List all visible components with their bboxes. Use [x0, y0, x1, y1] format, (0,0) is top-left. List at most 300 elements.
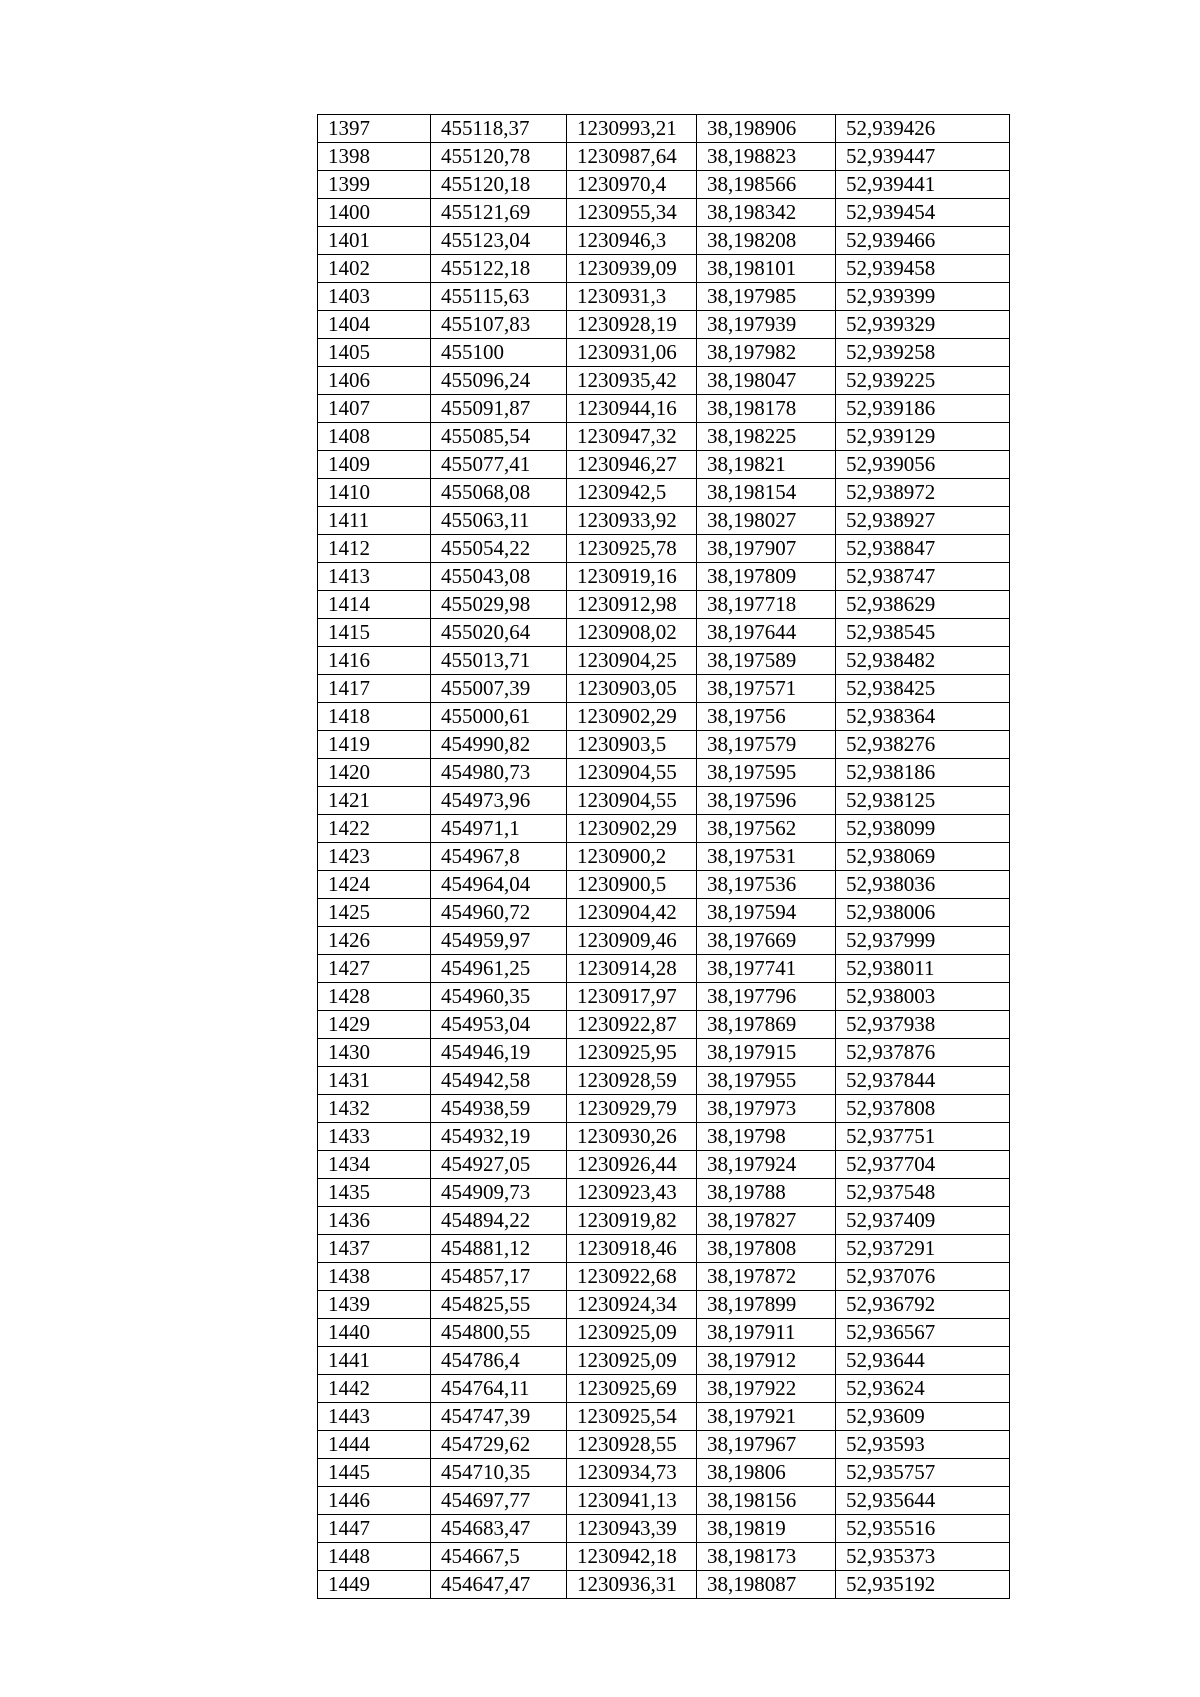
x-coordinate-cell: 454667,5	[431, 1543, 567, 1571]
point-number-cell: 1409	[318, 451, 431, 479]
longitude-cell: 38,197869	[697, 1011, 836, 1039]
table-row	[318, 535, 1010, 563]
latitude-cell: 52,938011	[836, 955, 1010, 983]
point-number-cell: 1425	[318, 899, 431, 927]
x-coordinate-cell: 455007,39	[431, 675, 567, 703]
latitude-cell: 52,93644	[836, 1347, 1010, 1375]
point-number-cell: 1420	[318, 759, 431, 787]
y-coordinate-cell: 1230922,68	[567, 1263, 697, 1291]
y-coordinate-cell: 1230955,34	[567, 199, 697, 227]
y-coordinate-cell: 1230942,18	[567, 1543, 697, 1571]
longitude-cell: 38,197796	[697, 983, 836, 1011]
point-number-cell: 1426	[318, 927, 431, 955]
x-coordinate-cell: 455107,83	[431, 311, 567, 339]
latitude-cell: 52,939426	[836, 115, 1010, 143]
point-number-cell: 1449	[318, 1571, 431, 1599]
point-number-cell: 1448	[318, 1543, 431, 1571]
point-number-cell: 1421	[318, 787, 431, 815]
point-number-cell: 1432	[318, 1095, 431, 1123]
point-number-cell: 1443	[318, 1403, 431, 1431]
x-coordinate-cell: 454747,39	[431, 1403, 567, 1431]
point-number-cell: 1440	[318, 1319, 431, 1347]
x-coordinate-cell: 454980,73	[431, 759, 567, 787]
longitude-cell: 38,197809	[697, 563, 836, 591]
latitude-cell: 52,939399	[836, 283, 1010, 311]
table-row	[318, 675, 1010, 703]
x-coordinate-cell: 454971,1	[431, 815, 567, 843]
x-coordinate-cell: 454973,96	[431, 787, 567, 815]
point-number-cell: 1411	[318, 507, 431, 535]
table-row	[318, 1459, 1010, 1487]
table-row	[318, 927, 1010, 955]
latitude-cell: 52,938747	[836, 563, 1010, 591]
y-coordinate-cell: 1230925,09	[567, 1319, 697, 1347]
table-row	[318, 815, 1010, 843]
y-coordinate-cell: 1230939,09	[567, 255, 697, 283]
y-coordinate-cell: 1230947,32	[567, 423, 697, 451]
longitude-cell: 38,197808	[697, 1235, 836, 1263]
table-row	[318, 731, 1010, 759]
table-row	[318, 1403, 1010, 1431]
table-row	[318, 1039, 1010, 1067]
latitude-cell: 52,939258	[836, 339, 1010, 367]
point-number-cell: 1430	[318, 1039, 431, 1067]
table-row	[318, 311, 1010, 339]
x-coordinate-cell: 455122,18	[431, 255, 567, 283]
point-number-cell: 1429	[318, 1011, 431, 1039]
latitude-cell: 52,935516	[836, 1515, 1010, 1543]
point-number-cell: 1404	[318, 311, 431, 339]
latitude-cell: 52,937808	[836, 1095, 1010, 1123]
latitude-cell: 52,938847	[836, 535, 1010, 563]
y-coordinate-cell: 1230993,21	[567, 115, 697, 143]
y-coordinate-cell: 1230908,02	[567, 619, 697, 647]
y-coordinate-cell: 1230931,3	[567, 283, 697, 311]
x-coordinate-cell: 454960,72	[431, 899, 567, 927]
point-number-cell: 1406	[318, 367, 431, 395]
table-row	[318, 1067, 1010, 1095]
table-row	[318, 423, 1010, 451]
x-coordinate-cell: 455121,69	[431, 199, 567, 227]
point-number-cell: 1424	[318, 871, 431, 899]
latitude-cell: 52,937844	[836, 1067, 1010, 1095]
x-coordinate-cell: 455085,54	[431, 423, 567, 451]
point-number-cell: 1398	[318, 143, 431, 171]
x-coordinate-cell: 455077,41	[431, 451, 567, 479]
y-coordinate-cell: 1230946,3	[567, 227, 697, 255]
x-coordinate-cell: 455000,61	[431, 703, 567, 731]
y-coordinate-cell: 1230919,82	[567, 1207, 697, 1235]
point-number-cell: 1442	[318, 1375, 431, 1403]
latitude-cell: 52,939454	[836, 199, 1010, 227]
y-coordinate-cell: 1230925,69	[567, 1375, 697, 1403]
point-number-cell: 1397	[318, 115, 431, 143]
longitude-cell: 38,197536	[697, 871, 836, 899]
x-coordinate-cell: 455120,78	[431, 143, 567, 171]
latitude-cell: 52,939458	[836, 255, 1010, 283]
latitude-cell: 52,937548	[836, 1179, 1010, 1207]
point-number-cell: 1399	[318, 171, 431, 199]
y-coordinate-cell: 1230936,31	[567, 1571, 697, 1599]
latitude-cell: 52,939056	[836, 451, 1010, 479]
longitude-cell: 38,197872	[697, 1263, 836, 1291]
y-coordinate-cell: 1230903,5	[567, 731, 697, 759]
x-coordinate-cell: 454710,35	[431, 1459, 567, 1487]
table-row	[318, 871, 1010, 899]
point-number-cell: 1407	[318, 395, 431, 423]
table-row	[318, 899, 1010, 927]
latitude-cell: 52,93593	[836, 1431, 1010, 1459]
latitude-cell: 52,936567	[836, 1319, 1010, 1347]
table-row	[318, 283, 1010, 311]
y-coordinate-cell: 1230928,19	[567, 311, 697, 339]
point-number-cell: 1417	[318, 675, 431, 703]
y-coordinate-cell: 1230931,06	[567, 339, 697, 367]
x-coordinate-cell: 454683,47	[431, 1515, 567, 1543]
point-number-cell: 1433	[318, 1123, 431, 1151]
y-coordinate-cell: 1230946,27	[567, 451, 697, 479]
latitude-cell: 52,938364	[836, 703, 1010, 731]
table-row	[318, 199, 1010, 227]
y-coordinate-cell: 1230922,87	[567, 1011, 697, 1039]
table-row	[318, 1431, 1010, 1459]
latitude-cell: 52,937291	[836, 1235, 1010, 1263]
latitude-cell: 52,936792	[836, 1291, 1010, 1319]
table-row	[318, 759, 1010, 787]
latitude-cell: 52,938425	[836, 675, 1010, 703]
x-coordinate-cell: 455091,87	[431, 395, 567, 423]
point-number-cell: 1403	[318, 283, 431, 311]
longitude-cell: 38,197915	[697, 1039, 836, 1067]
latitude-cell: 52,939129	[836, 423, 1010, 451]
point-number-cell: 1405	[318, 339, 431, 367]
point-number-cell: 1402	[318, 255, 431, 283]
longitude-cell: 38,198566	[697, 171, 836, 199]
x-coordinate-cell: 454786,4	[431, 1347, 567, 1375]
longitude-cell: 38,197644	[697, 619, 836, 647]
point-number-cell: 1436	[318, 1207, 431, 1235]
latitude-cell: 52,939329	[836, 311, 1010, 339]
longitude-cell: 38,198208	[697, 227, 836, 255]
longitude-cell: 38,197955	[697, 1067, 836, 1095]
longitude-cell: 38,197973	[697, 1095, 836, 1123]
x-coordinate-cell: 454825,55	[431, 1291, 567, 1319]
point-number-cell: 1441	[318, 1347, 431, 1375]
table-row	[318, 1207, 1010, 1235]
longitude-cell: 38,197907	[697, 535, 836, 563]
table-row	[318, 1571, 1010, 1599]
longitude-cell: 38,197595	[697, 759, 836, 787]
point-number-cell: 1416	[318, 647, 431, 675]
latitude-cell: 52,935373	[836, 1543, 1010, 1571]
y-coordinate-cell: 1230914,28	[567, 955, 697, 983]
x-coordinate-cell: 454946,19	[431, 1039, 567, 1067]
y-coordinate-cell: 1230928,59	[567, 1067, 697, 1095]
point-number-cell: 1419	[318, 731, 431, 759]
longitude-cell: 38,198047	[697, 367, 836, 395]
latitude-cell: 52,938125	[836, 787, 1010, 815]
coordinates-table-body	[318, 115, 1010, 1599]
y-coordinate-cell: 1230902,29	[567, 815, 697, 843]
y-coordinate-cell: 1230903,05	[567, 675, 697, 703]
point-number-cell: 1445	[318, 1459, 431, 1487]
longitude-cell: 38,197912	[697, 1347, 836, 1375]
longitude-cell: 38,197921	[697, 1403, 836, 1431]
table-row	[318, 367, 1010, 395]
point-number-cell: 1428	[318, 983, 431, 1011]
y-coordinate-cell: 1230944,16	[567, 395, 697, 423]
y-coordinate-cell: 1230933,92	[567, 507, 697, 535]
table-row	[318, 1291, 1010, 1319]
x-coordinate-cell: 454894,22	[431, 1207, 567, 1235]
table-row	[318, 1319, 1010, 1347]
y-coordinate-cell: 1230909,46	[567, 927, 697, 955]
table-row	[318, 1347, 1010, 1375]
longitude-cell: 38,198087	[697, 1571, 836, 1599]
table-row	[318, 451, 1010, 479]
latitude-cell: 52,938006	[836, 899, 1010, 927]
x-coordinate-cell: 455123,04	[431, 227, 567, 255]
x-coordinate-cell: 454959,97	[431, 927, 567, 955]
table-row	[318, 983, 1010, 1011]
x-coordinate-cell: 454960,35	[431, 983, 567, 1011]
latitude-cell: 52,935192	[836, 1571, 1010, 1599]
longitude-cell: 38,197911	[697, 1319, 836, 1347]
y-coordinate-cell: 1230904,42	[567, 899, 697, 927]
table-row	[318, 339, 1010, 367]
point-number-cell: 1413	[318, 563, 431, 591]
point-number-cell: 1412	[318, 535, 431, 563]
x-coordinate-cell: 455020,64	[431, 619, 567, 647]
y-coordinate-cell: 1230943,39	[567, 1515, 697, 1543]
point-number-cell: 1438	[318, 1263, 431, 1291]
longitude-cell: 38,198225	[697, 423, 836, 451]
table-row	[318, 1235, 1010, 1263]
x-coordinate-cell: 454942,58	[431, 1067, 567, 1095]
longitude-cell: 38,197967	[697, 1431, 836, 1459]
x-coordinate-cell: 455068,08	[431, 479, 567, 507]
latitude-cell: 52,935757	[836, 1459, 1010, 1487]
table-row	[318, 1123, 1010, 1151]
longitude-cell: 38,197939	[697, 311, 836, 339]
y-coordinate-cell: 1230917,97	[567, 983, 697, 1011]
latitude-cell: 52,937076	[836, 1263, 1010, 1291]
y-coordinate-cell: 1230925,54	[567, 1403, 697, 1431]
table-row	[318, 143, 1010, 171]
longitude-cell: 38,197899	[697, 1291, 836, 1319]
longitude-cell: 38,19806	[697, 1459, 836, 1487]
y-coordinate-cell: 1230926,44	[567, 1151, 697, 1179]
longitude-cell: 38,19756	[697, 703, 836, 731]
x-coordinate-cell: 454990,82	[431, 731, 567, 759]
point-number-cell: 1423	[318, 843, 431, 871]
longitude-cell: 38,198823	[697, 143, 836, 171]
x-coordinate-cell: 454967,8	[431, 843, 567, 871]
y-coordinate-cell: 1230904,55	[567, 787, 697, 815]
table-row	[318, 115, 1010, 143]
x-coordinate-cell: 454881,12	[431, 1235, 567, 1263]
x-coordinate-cell: 455118,37	[431, 115, 567, 143]
latitude-cell: 52,938927	[836, 507, 1010, 535]
longitude-cell: 38,197562	[697, 815, 836, 843]
longitude-cell: 38,197571	[697, 675, 836, 703]
x-coordinate-cell: 454857,17	[431, 1263, 567, 1291]
latitude-cell: 52,938482	[836, 647, 1010, 675]
x-coordinate-cell: 454729,62	[431, 1431, 567, 1459]
table-row	[318, 1179, 1010, 1207]
table-row	[318, 255, 1010, 283]
x-coordinate-cell: 454647,47	[431, 1571, 567, 1599]
latitude-cell: 52,937938	[836, 1011, 1010, 1039]
longitude-cell: 38,197594	[697, 899, 836, 927]
table-row	[318, 787, 1010, 815]
x-coordinate-cell: 455054,22	[431, 535, 567, 563]
latitude-cell: 52,937409	[836, 1207, 1010, 1235]
longitude-cell: 38,198101	[697, 255, 836, 283]
latitude-cell: 52,938972	[836, 479, 1010, 507]
point-number-cell: 1422	[318, 815, 431, 843]
table-row	[318, 591, 1010, 619]
latitude-cell: 52,938276	[836, 731, 1010, 759]
y-coordinate-cell: 1230900,2	[567, 843, 697, 871]
point-number-cell: 1444	[318, 1431, 431, 1459]
latitude-cell: 52,939447	[836, 143, 1010, 171]
latitude-cell: 52,938099	[836, 815, 1010, 843]
x-coordinate-cell: 454800,55	[431, 1319, 567, 1347]
x-coordinate-cell: 454961,25	[431, 955, 567, 983]
y-coordinate-cell: 1230942,5	[567, 479, 697, 507]
longitude-cell: 38,197718	[697, 591, 836, 619]
table-row	[318, 1515, 1010, 1543]
point-number-cell: 1410	[318, 479, 431, 507]
y-coordinate-cell: 1230912,98	[567, 591, 697, 619]
point-number-cell: 1437	[318, 1235, 431, 1263]
coordinates-table	[317, 114, 1010, 1599]
longitude-cell: 38,197924	[697, 1151, 836, 1179]
y-coordinate-cell: 1230904,55	[567, 759, 697, 787]
longitude-cell: 38,197827	[697, 1207, 836, 1235]
y-coordinate-cell: 1230970,4	[567, 171, 697, 199]
x-coordinate-cell: 455120,18	[431, 171, 567, 199]
longitude-cell: 38,198027	[697, 507, 836, 535]
table-row	[318, 507, 1010, 535]
longitude-cell: 38,197982	[697, 339, 836, 367]
longitude-cell: 38,197922	[697, 1375, 836, 1403]
longitude-cell: 38,197596	[697, 787, 836, 815]
y-coordinate-cell: 1230928,55	[567, 1431, 697, 1459]
table-row	[318, 1487, 1010, 1515]
point-number-cell: 1439	[318, 1291, 431, 1319]
latitude-cell: 52,939225	[836, 367, 1010, 395]
y-coordinate-cell: 1230925,78	[567, 535, 697, 563]
latitude-cell: 52,939466	[836, 227, 1010, 255]
table-row	[318, 1095, 1010, 1123]
point-number-cell: 1400	[318, 199, 431, 227]
x-coordinate-cell: 455115,63	[431, 283, 567, 311]
table-row	[318, 479, 1010, 507]
y-coordinate-cell: 1230919,16	[567, 563, 697, 591]
y-coordinate-cell: 1230925,09	[567, 1347, 697, 1375]
point-number-cell: 1415	[318, 619, 431, 647]
latitude-cell: 52,937751	[836, 1123, 1010, 1151]
longitude-cell: 38,197531	[697, 843, 836, 871]
x-coordinate-cell: 454927,05	[431, 1151, 567, 1179]
longitude-cell: 38,197741	[697, 955, 836, 983]
y-coordinate-cell: 1230935,42	[567, 367, 697, 395]
longitude-cell: 38,198156	[697, 1487, 836, 1515]
point-number-cell: 1447	[318, 1515, 431, 1543]
x-coordinate-cell: 454953,04	[431, 1011, 567, 1039]
x-coordinate-cell: 455043,08	[431, 563, 567, 591]
table-row	[318, 395, 1010, 423]
latitude-cell: 52,93609	[836, 1403, 1010, 1431]
table-row	[318, 1011, 1010, 1039]
longitude-cell: 38,198173	[697, 1543, 836, 1571]
y-coordinate-cell: 1230900,5	[567, 871, 697, 899]
latitude-cell: 52,938003	[836, 983, 1010, 1011]
longitude-cell: 38,197579	[697, 731, 836, 759]
point-number-cell: 1408	[318, 423, 431, 451]
table-row	[318, 1375, 1010, 1403]
table-row	[318, 227, 1010, 255]
longitude-cell: 38,197589	[697, 647, 836, 675]
table-row	[318, 1151, 1010, 1179]
latitude-cell: 52,937704	[836, 1151, 1010, 1179]
x-coordinate-cell: 455029,98	[431, 591, 567, 619]
latitude-cell: 52,93624	[836, 1375, 1010, 1403]
latitude-cell: 52,939441	[836, 171, 1010, 199]
latitude-cell: 52,935644	[836, 1487, 1010, 1515]
table-row	[318, 619, 1010, 647]
longitude-cell: 38,198178	[697, 395, 836, 423]
point-number-cell: 1418	[318, 703, 431, 731]
longitude-cell: 38,19821	[697, 451, 836, 479]
x-coordinate-cell: 454909,73	[431, 1179, 567, 1207]
longitude-cell: 38,19788	[697, 1179, 836, 1207]
x-coordinate-cell: 455100	[431, 339, 567, 367]
table-row	[318, 647, 1010, 675]
y-coordinate-cell: 1230934,73	[567, 1459, 697, 1487]
latitude-cell: 52,938629	[836, 591, 1010, 619]
table-row	[318, 703, 1010, 731]
point-number-cell: 1446	[318, 1487, 431, 1515]
longitude-cell: 38,197985	[697, 283, 836, 311]
table-row	[318, 955, 1010, 983]
table-row	[318, 171, 1010, 199]
y-coordinate-cell: 1230904,25	[567, 647, 697, 675]
y-coordinate-cell: 1230902,29	[567, 703, 697, 731]
x-coordinate-cell: 455096,24	[431, 367, 567, 395]
x-coordinate-cell: 454932,19	[431, 1123, 567, 1151]
latitude-cell: 52,938036	[836, 871, 1010, 899]
point-number-cell: 1434	[318, 1151, 431, 1179]
point-number-cell: 1401	[318, 227, 431, 255]
y-coordinate-cell: 1230987,64	[567, 143, 697, 171]
latitude-cell: 52,938069	[836, 843, 1010, 871]
longitude-cell: 38,197669	[697, 927, 836, 955]
x-coordinate-cell: 455013,71	[431, 647, 567, 675]
table-row	[318, 1543, 1010, 1571]
point-number-cell: 1427	[318, 955, 431, 983]
table-row	[318, 1263, 1010, 1291]
x-coordinate-cell: 454764,11	[431, 1375, 567, 1403]
latitude-cell: 52,937999	[836, 927, 1010, 955]
longitude-cell: 38,19798	[697, 1123, 836, 1151]
x-coordinate-cell: 454697,77	[431, 1487, 567, 1515]
y-coordinate-cell: 1230918,46	[567, 1235, 697, 1263]
longitude-cell: 38,198154	[697, 479, 836, 507]
point-number-cell: 1431	[318, 1067, 431, 1095]
